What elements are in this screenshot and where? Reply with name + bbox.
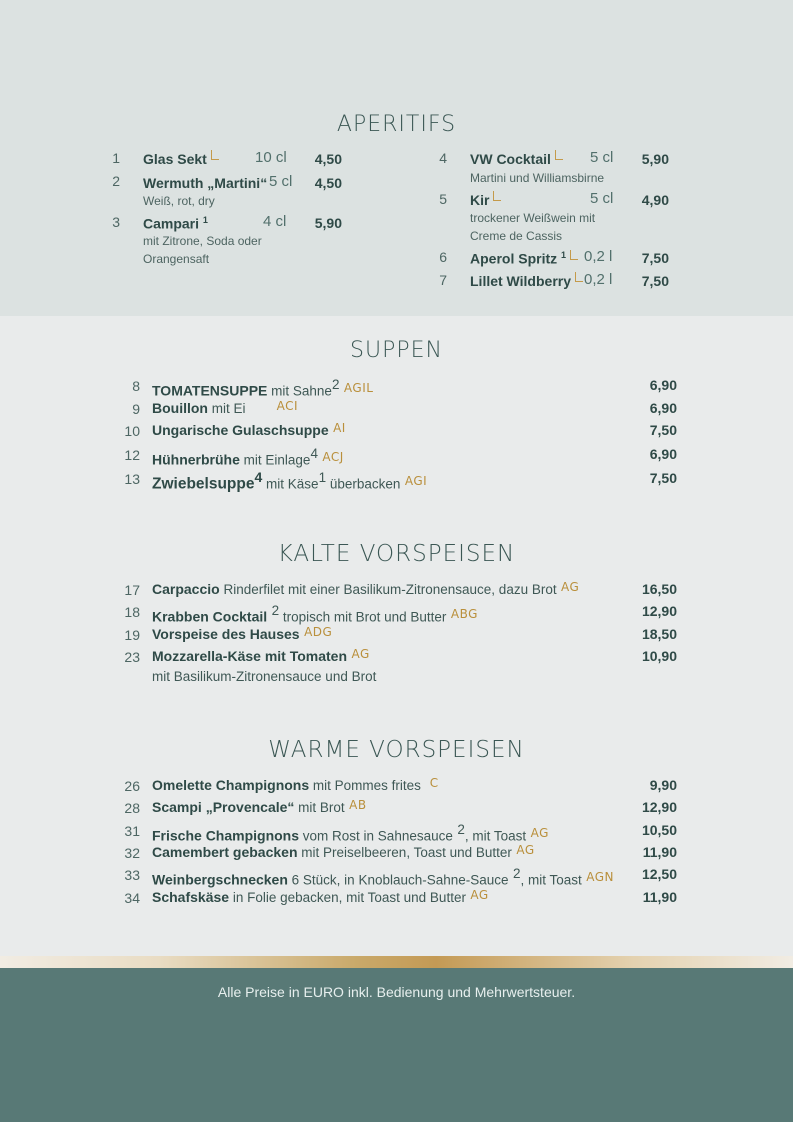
item-text: Camembert gebacken mit Preiselbeeren, Toast und Butter AG bbox=[152, 843, 535, 860]
allergen-codes: AGIL bbox=[343, 381, 374, 396]
allergen-codes: AGN bbox=[586, 870, 615, 885]
item-price: 7,50 bbox=[641, 250, 669, 266]
item-volume: 5 cl bbox=[590, 149, 614, 166]
aperitif-item: Wermuth „Martini“ bbox=[143, 175, 268, 191]
aperitif-item: Kir bbox=[470, 192, 501, 208]
item-number: 9 bbox=[132, 401, 140, 417]
allergen-codes: ABG bbox=[450, 607, 478, 622]
starter-row bbox=[0, 626, 793, 646]
aperitif-item: VW Cocktail bbox=[470, 151, 563, 167]
item-price: 9,90 bbox=[649, 777, 677, 793]
item-price: 18,50 bbox=[641, 626, 677, 642]
item-price: 4,50 bbox=[314, 175, 342, 191]
item-price: 7,50 bbox=[649, 470, 677, 486]
long-drink-icon bbox=[555, 150, 563, 160]
item-price: 6,90 bbox=[649, 377, 677, 393]
aperitifs-heading: APERITIFS bbox=[336, 112, 457, 137]
item-number: 32 bbox=[124, 845, 140, 861]
item-number: 23 bbox=[124, 649, 140, 665]
item-price: 12,50 bbox=[641, 866, 677, 882]
allergen-codes: AG bbox=[351, 647, 370, 661]
allergen-codes: ACI bbox=[276, 399, 299, 413]
warme-vorspeisen-heading: WARME VORSPEISEN bbox=[268, 737, 525, 763]
soup-row bbox=[0, 377, 793, 397]
item-price: 5,90 bbox=[641, 151, 669, 167]
price-note: Alle Preise in EURO inkl. Bedienung und Mehrwertsteuer. bbox=[217, 984, 576, 1000]
item-description: mit Basilikum-Zitronensauce und Brot bbox=[152, 669, 377, 684]
item-description: Weiß, rot, dry bbox=[143, 194, 215, 208]
item-number: 7 bbox=[439, 272, 447, 288]
allergen-codes: C bbox=[429, 776, 439, 790]
item-price: 11,90 bbox=[642, 889, 677, 905]
item-text: Omelette Champignons mit Pommes frites C bbox=[152, 776, 439, 793]
long-drink-icon bbox=[211, 150, 219, 160]
item-number: 28 bbox=[124, 800, 140, 816]
item-number: 26 bbox=[124, 778, 140, 794]
item-price: 6,90 bbox=[649, 400, 677, 416]
item-volume: 10 cl bbox=[255, 149, 287, 166]
long-drink-icon bbox=[575, 272, 583, 282]
item-volume: 5 cl bbox=[590, 190, 614, 207]
item-number: 10 bbox=[124, 423, 140, 439]
item-text: Scampi „Provencale“ mit Brot AB bbox=[152, 798, 367, 815]
aperitif-item: Aperol Spritz $^1$ bbox=[470, 250, 578, 267]
starter-row bbox=[0, 889, 793, 909]
item-price: 5,90 bbox=[314, 215, 342, 231]
item-description: Creme de Cassis bbox=[470, 229, 563, 243]
allergen-codes: AGI bbox=[404, 474, 428, 489]
soup-row bbox=[0, 446, 793, 466]
starter-row bbox=[0, 866, 793, 886]
item-price: 4,90 bbox=[641, 192, 669, 208]
item-description: Martini und Williamsbirne bbox=[470, 171, 605, 185]
allergen-codes: AG bbox=[530, 826, 549, 841]
soup-row bbox=[0, 422, 793, 442]
long-drink-icon bbox=[570, 250, 578, 260]
allergen-codes: ACJ bbox=[322, 450, 344, 465]
soup-row bbox=[0, 400, 793, 420]
item-number: 17 bbox=[124, 582, 140, 598]
item-text: Bouillon mit Ei ACI bbox=[152, 399, 299, 416]
item-number: 4 bbox=[439, 150, 447, 166]
item-number: 6 bbox=[439, 249, 447, 265]
item-number: 2 bbox=[112, 173, 120, 189]
allergen-codes: AG bbox=[561, 580, 580, 594]
item-number: 31 bbox=[124, 823, 140, 839]
item-text: Carpaccio Rinderfilet mit einer Basilikum-Zitronensauce, dazu Brot AG bbox=[152, 580, 580, 597]
item-number: 34 bbox=[124, 890, 140, 906]
gold-divider bbox=[0, 956, 793, 968]
item-text: Mozzarella-Käse mit Tomaten AG bbox=[152, 647, 370, 664]
allergen-codes: ADG bbox=[304, 625, 333, 639]
item-text: Krabben Cocktail $^2$ tropisch mit Brot und Butter ABG bbox=[152, 603, 478, 625]
footer bbox=[0, 968, 793, 1122]
item-number: 1 bbox=[112, 150, 120, 166]
item-price: 6,90 bbox=[649, 446, 677, 462]
item-price: 12,90 bbox=[641, 603, 677, 619]
item-text: TOMATENSUPPE mit Sahne$^2$ AGIL bbox=[152, 377, 374, 399]
item-number: 13 bbox=[124, 471, 140, 487]
allergen-codes: AI bbox=[333, 421, 346, 435]
kalte-vorspeisen-heading: KALTE VORSPEISEN bbox=[277, 541, 516, 567]
aperitif-item: Glas Sekt bbox=[143, 151, 219, 167]
starter-row bbox=[0, 777, 793, 797]
item-price: 10,50 bbox=[641, 822, 677, 838]
item-number: 19 bbox=[124, 627, 140, 643]
soup-row bbox=[0, 469, 793, 493]
allergen-codes: AG bbox=[470, 888, 489, 902]
item-description: mit Zitrone, Soda oder bbox=[143, 234, 262, 248]
item-price: 16,50 bbox=[641, 581, 677, 597]
item-volume: 5 cl bbox=[269, 173, 293, 190]
starter-row bbox=[0, 603, 793, 623]
item-price: 10,90 bbox=[641, 648, 677, 664]
item-price: 12,90 bbox=[641, 799, 677, 815]
starter-row bbox=[0, 822, 793, 842]
item-text: Ungarische Gulaschsuppe AI bbox=[152, 421, 346, 438]
allergen-codes: AG bbox=[516, 843, 535, 857]
starter-row bbox=[0, 799, 793, 819]
starter-row bbox=[0, 844, 793, 864]
item-volume: 4 cl bbox=[263, 213, 287, 230]
item-description: trockener Weißwein mit bbox=[470, 211, 596, 225]
aperitif-item: Lillet Wildberry bbox=[470, 273, 583, 289]
item-text: Zwiebelsuppe$^4$ mit Käse$^1$ überbacken AGI bbox=[152, 469, 428, 493]
item-volume: 0,2 l bbox=[584, 248, 613, 265]
item-number: 18 bbox=[124, 604, 140, 620]
item-volume: 0,2 l bbox=[584, 271, 613, 288]
item-description: Orangensaft bbox=[143, 252, 210, 266]
starter-row bbox=[0, 581, 793, 601]
item-price: 4,50 bbox=[314, 151, 342, 167]
item-number: 3 bbox=[112, 214, 120, 230]
suppen-heading: SUPPEN bbox=[350, 338, 443, 363]
item-text: Weinbergschnecken 6 Stück, in Knoblauch-Sahne-Sauce $^2$, mit Toast AGN bbox=[152, 866, 615, 888]
item-price: 7,50 bbox=[649, 422, 677, 438]
item-text: Hühnerbrühe mit Einlage$^4$ ACJ bbox=[152, 446, 344, 468]
item-number: 33 bbox=[124, 867, 140, 883]
item-number: 5 bbox=[439, 191, 447, 207]
item-price: 11,90 bbox=[642, 844, 677, 860]
item-number: 8 bbox=[132, 378, 140, 394]
item-text: Schafskäse in Folie gebacken, mit Toast und Butter AG bbox=[152, 888, 489, 905]
starter-row bbox=[0, 648, 793, 668]
item-text: Vorspeise des Hauses ADG bbox=[152, 625, 333, 642]
allergen-codes: AB bbox=[349, 798, 367, 812]
item-number: 12 bbox=[124, 447, 140, 463]
aperitif-item: Campari $^1$ bbox=[143, 215, 208, 232]
item-price: 7,50 bbox=[641, 273, 669, 289]
long-drink-icon bbox=[493, 191, 501, 201]
item-text: Frische Champignons vom Rost in Sahnesauce $^2$, mit Toast AG bbox=[152, 822, 549, 844]
